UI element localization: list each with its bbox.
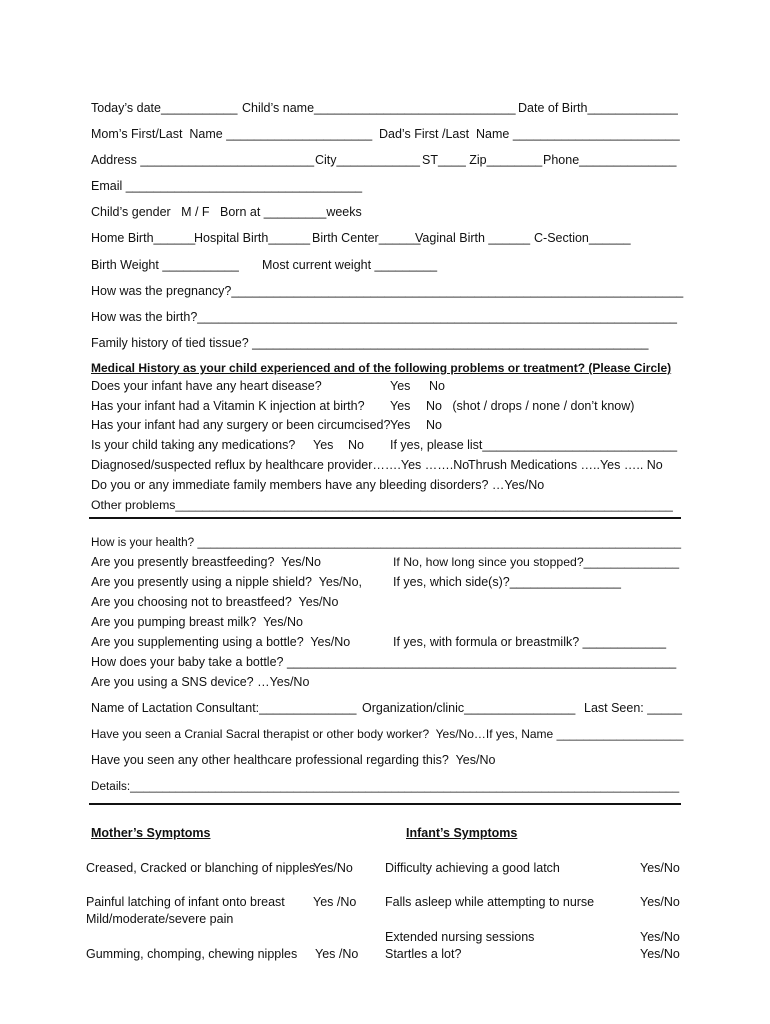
date-of-birth-field: Date of Birth_____________: [518, 101, 678, 115]
details-field: Details:____________________________________________________________________________________: [91, 780, 680, 793]
not-breastfeed-question: Are you choosing not to breastfeed? Yes/No: [91, 595, 339, 609]
medications-list-field: If yes, please list____________________________: [390, 438, 678, 452]
pregnancy-question: How was the pregnancy?_________________________________________________________________: [91, 284, 684, 298]
health-question: How is your health? __________________________________________________________________________: [91, 536, 682, 549]
heart-disease-yes: Yes: [390, 379, 411, 393]
todays-date-field: Today’s date___________: [91, 101, 238, 115]
infants-symptoms-heading: Infant’s Symptoms: [406, 826, 518, 840]
mother-symptom-gumming-answer: Yes /No: [315, 947, 359, 961]
nipple-shield-question: Are you presently using a nipple shield? Yes/No,: [91, 575, 363, 589]
mother-symptom-nipples: Creased, Cracked or blanching of nipples: [86, 861, 316, 875]
heart-disease-no: No: [429, 379, 445, 393]
phone-field: Phone______________: [543, 153, 677, 167]
c-section-field: C-Section______: [534, 231, 631, 245]
mother-symptom-nipples-answer: Yes/No: [313, 861, 353, 875]
mother-symptom-painful-latch: Painful latching of infant onto breast: [86, 895, 285, 909]
other-problems-field: Other problems_________________________________________________________________________: [91, 498, 673, 512]
moms-name-field: Mom’s First/Last Name _____________________: [91, 127, 373, 141]
mother-symptom-gumming: Gumming, chomping, chewing nipples: [86, 947, 298, 961]
infant-symptom-falls-asleep-answer: Yes/No: [640, 895, 680, 909]
gender-weeks-field: Child’s gender M / F Born at _________weeks: [91, 205, 362, 219]
address-field: Address _________________________: [91, 153, 315, 167]
birth-weight-field: Birth Weight ___________: [91, 258, 239, 272]
family-history-question: Family history of tied tissue? _________________________________________________________: [91, 336, 649, 350]
breastfeeding-question: Are you presently breastfeeding? Yes/No: [91, 555, 322, 569]
infant-symptom-extended-nursing-answer: Yes/No: [640, 930, 680, 944]
vitamin-k-yes: Yes: [390, 399, 411, 413]
infant-symptom-latch: Difficulty achieving a good latch: [385, 861, 560, 875]
pumping-question: Are you pumping breast milk? Yes/No: [91, 615, 303, 629]
current-weight-field: Most current weight _________: [262, 258, 438, 272]
infant-symptom-latch-answer: Yes/No: [640, 861, 680, 875]
bottle-take-question: How does your baby take a bottle? ________________________________________________________: [91, 655, 677, 669]
vitamin-k-question: Has your infant had a Vitamin K injection at birth?: [91, 399, 365, 413]
infant-symptom-startles-answer: Yes/No: [640, 947, 680, 961]
home-birth-field: Home Birth______: [91, 231, 196, 245]
mother-symptom-painful-latch-answer: Yes /No: [313, 895, 357, 909]
infant-symptom-startles: Startles a lot?: [385, 947, 462, 961]
other-professional-question: Have you seen any other healthcare professional regarding this? Yes/No: [91, 753, 496, 767]
state-zip-field: ST____ Zip________: [422, 153, 543, 167]
birth-center-field: Birth Center______: [312, 231, 421, 245]
sns-question: Are you using a SNS device? …Yes/No: [91, 675, 310, 689]
surgery-question: Has your infant had any surgery or been circumcised?: [91, 418, 391, 432]
section-divider: [89, 517, 681, 519]
bottle-supplement-question: Are you supplementing using a bottle? Yes/No: [91, 635, 351, 649]
city-field: City____________: [315, 153, 420, 167]
infant-symptom-extended-nursing: Extended nursing sessions: [385, 930, 535, 944]
dads-name-field: Dad’s First /Last Name ________________________: [379, 127, 680, 141]
section-divider: [89, 803, 681, 805]
lactation-consultant-field: Name of Lactation Consultant:______________: [91, 701, 357, 715]
medications-question: Is your child taking any medications?: [91, 438, 296, 452]
email-field: Email __________________________________: [91, 179, 363, 193]
medications-yes: Yes: [313, 438, 334, 452]
formula-question: If yes, with formula or breastmilk? ____________: [393, 635, 667, 649]
bleeding-disorder-question: Do you or any immediate family members have any bleeding disorders? …Yes/No: [91, 478, 545, 492]
vaginal-birth-field: Vaginal Birth ______: [415, 231, 531, 245]
infant-symptom-falls-asleep: Falls asleep while attempting to nurse: [385, 895, 595, 909]
vitamin-k-no: No (shot / drops / none / don’t know): [426, 399, 635, 413]
which-side-question: If yes, which side(s)?________________: [393, 575, 621, 589]
surgery-yes: Yes: [390, 418, 411, 432]
mothers-symptoms-heading: Mother’s Symptoms: [91, 826, 211, 840]
birth-question: How was the birth?_____________________________________________________________________: [91, 310, 677, 324]
medical-history-heading: Medical History as your child experienced and of the following problems or treatment? (Please Circle): [91, 361, 672, 375]
last-seen-field: Last Seen: _____: [584, 701, 682, 715]
cranial-sacral-question: Have you seen a Cranial Sacral therapist or other body worker? Yes/No…If yes, Name ___________________: [91, 727, 684, 741]
mother-symptom-pain-level: Mild/moderate/severe pain: [86, 912, 234, 926]
hospital-birth-field: Hospital Birth______: [194, 231, 311, 245]
medications-no: No: [348, 438, 364, 452]
thrush-question: Thrush Medications …..Yes ….. No: [468, 458, 663, 472]
organization-field: Organization/clinic________________: [362, 701, 576, 715]
reflux-question: Diagnosed/suspected reflux by healthcare provider…….Yes …….No: [91, 458, 470, 472]
childs-name-field: Child’s name_____________________________: [242, 101, 516, 115]
heart-disease-question: Does your infant have any heart disease?: [91, 379, 322, 393]
stopped-question: If No, how long since you stopped?______________: [393, 555, 680, 569]
surgery-no: No: [426, 418, 442, 432]
